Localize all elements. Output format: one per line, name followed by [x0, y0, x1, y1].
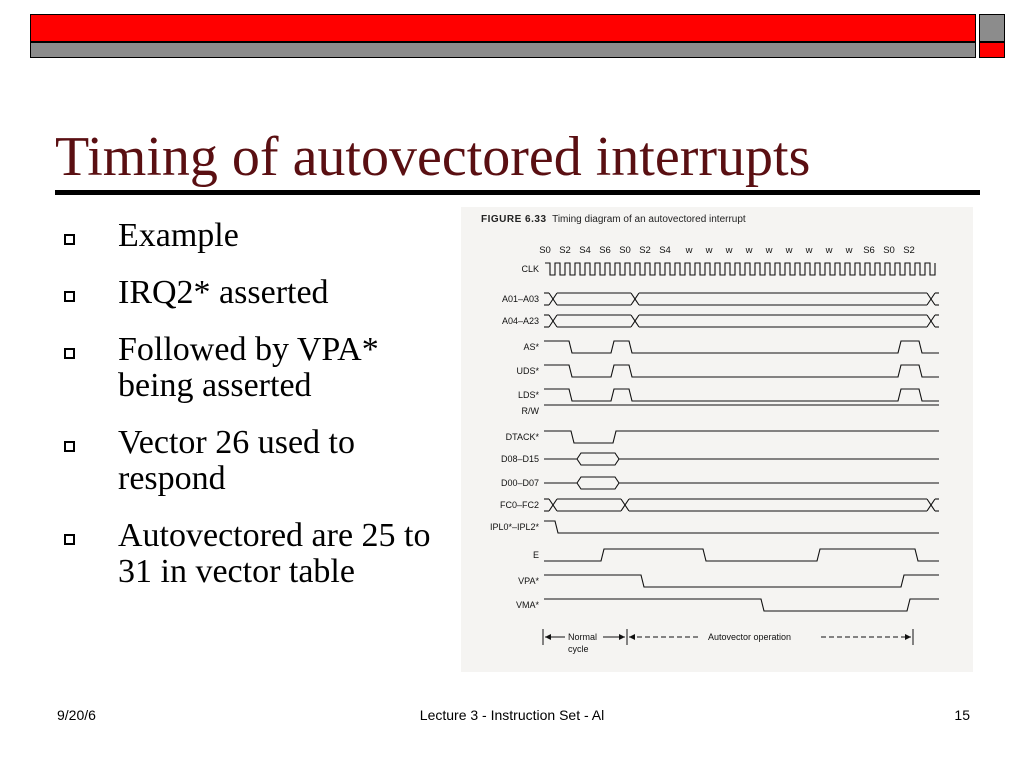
- slide-title: Timing of autovectored interrupts: [55, 126, 811, 188]
- legend-normal-label: cycle: [568, 644, 589, 654]
- figure-caption-number: FIGURE 6.33: [481, 214, 547, 225]
- timing-diagram: [461, 207, 973, 672]
- signal-label-ipl: IPL0*–IPL2*: [489, 522, 539, 532]
- bullet-text: being asserted: [118, 367, 312, 404]
- bullet-item: [62, 218, 482, 254]
- state-label: S2: [639, 245, 651, 256]
- state-label: w: [765, 245, 773, 256]
- state-label: w: [685, 245, 693, 256]
- state-label: S4: [579, 245, 591, 256]
- footer-date: 9/20/6: [57, 707, 96, 723]
- bullet-text: Example: [118, 217, 239, 254]
- footer-lecture-title: Lecture 3 - Instruction Set - Al: [419, 707, 605, 723]
- bullet-text: 31 in vector table: [118, 553, 355, 590]
- signal-label-uds: UDS*: [516, 366, 539, 376]
- signal-label-rw: R/W: [521, 406, 539, 416]
- bullet-text: Vector 26 used to: [118, 424, 356, 461]
- signal-d1-trace: [577, 453, 619, 465]
- signal-label-addr1: A01–A03: [501, 294, 539, 304]
- state-label: S2: [559, 245, 571, 256]
- figure-caption-text: Timing diagram of an autovectored interrupt: [552, 214, 746, 225]
- signal-label-e: E: [532, 550, 539, 560]
- state-label: S0: [883, 245, 895, 256]
- timing-diagram-figure: [461, 207, 973, 672]
- bullet-item: [62, 425, 482, 497]
- signal-label-lds: LDS*: [517, 390, 539, 400]
- state-label: w: [705, 245, 713, 256]
- state-label: w: [725, 245, 733, 256]
- signal-label-addr2: A04–A23: [501, 316, 539, 326]
- bullet-square-icon: [64, 234, 75, 245]
- bullet-text: Autovectored are 25 to: [118, 517, 431, 554]
- state-label: S6: [599, 245, 611, 256]
- signal-uds-trace: [544, 365, 939, 377]
- signal-vma-trace: [544, 599, 939, 611]
- state-label: w: [805, 245, 813, 256]
- state-label: w: [825, 245, 833, 256]
- signal-label-dtack: DTACK*: [505, 432, 539, 442]
- state-label: S0: [619, 245, 631, 256]
- bullet-item: [62, 332, 482, 404]
- state-label: w: [845, 245, 853, 256]
- state-label: S4: [659, 245, 671, 256]
- legend-arrowhead-icon: [629, 634, 635, 640]
- state-label: S2: [903, 245, 915, 256]
- signal-d2-trace: [577, 477, 619, 489]
- legend-arrowhead-icon: [905, 634, 911, 640]
- bullet-item: [62, 275, 482, 311]
- state-label: S0: [539, 245, 551, 256]
- header-gray-bar: [30, 42, 976, 58]
- signal-ipl-trace: [544, 521, 939, 533]
- legend-autovector-label: Autovector operation: [708, 632, 792, 642]
- signal-lds-trace: [544, 389, 939, 401]
- signal-label-vma: VMA*: [515, 600, 539, 610]
- signal-label-as: AS*: [523, 342, 539, 352]
- bullet-square-icon: [64, 534, 75, 545]
- signal-vpa-trace: [544, 575, 939, 587]
- signal-label-d2: D00–D07: [500, 478, 539, 488]
- bullet-text: IRQ2* asserted: [118, 274, 329, 311]
- bullet-text: respond: [118, 460, 226, 497]
- bullet-square-icon: [64, 441, 75, 452]
- legend-arrowhead-icon: [619, 634, 625, 640]
- state-label: w: [785, 245, 793, 256]
- legend-arrowhead-icon: [545, 634, 551, 640]
- title-underline: [55, 190, 980, 195]
- signal-clk-trace: [545, 263, 935, 275]
- footer-page-number: 15: [954, 707, 970, 723]
- bullet-square-icon: [64, 348, 75, 359]
- signal-as-trace: [544, 341, 939, 353]
- state-label: w: [745, 245, 753, 256]
- signal-dtack-trace: [544, 431, 939, 443]
- bullet-text: Followed by VPA*: [118, 331, 379, 368]
- signal-label-clk: CLK: [521, 264, 539, 274]
- header-corner-red: [979, 42, 1005, 58]
- header-red-bar: [30, 14, 976, 42]
- legend-normal-label: Normal: [568, 632, 598, 642]
- header-corner-gray: [979, 14, 1005, 42]
- bullet-item: [62, 518, 482, 590]
- signal-label-fc: FC0–FC2: [499, 500, 539, 510]
- state-label: S6: [863, 245, 875, 256]
- signal-label-d1: D08–D15: [500, 454, 539, 464]
- bullet-list: [62, 218, 482, 611]
- bullet-square-icon: [64, 291, 75, 302]
- signal-label-vpa: VPA*: [518, 576, 539, 586]
- signal-e-trace: [544, 549, 939, 561]
